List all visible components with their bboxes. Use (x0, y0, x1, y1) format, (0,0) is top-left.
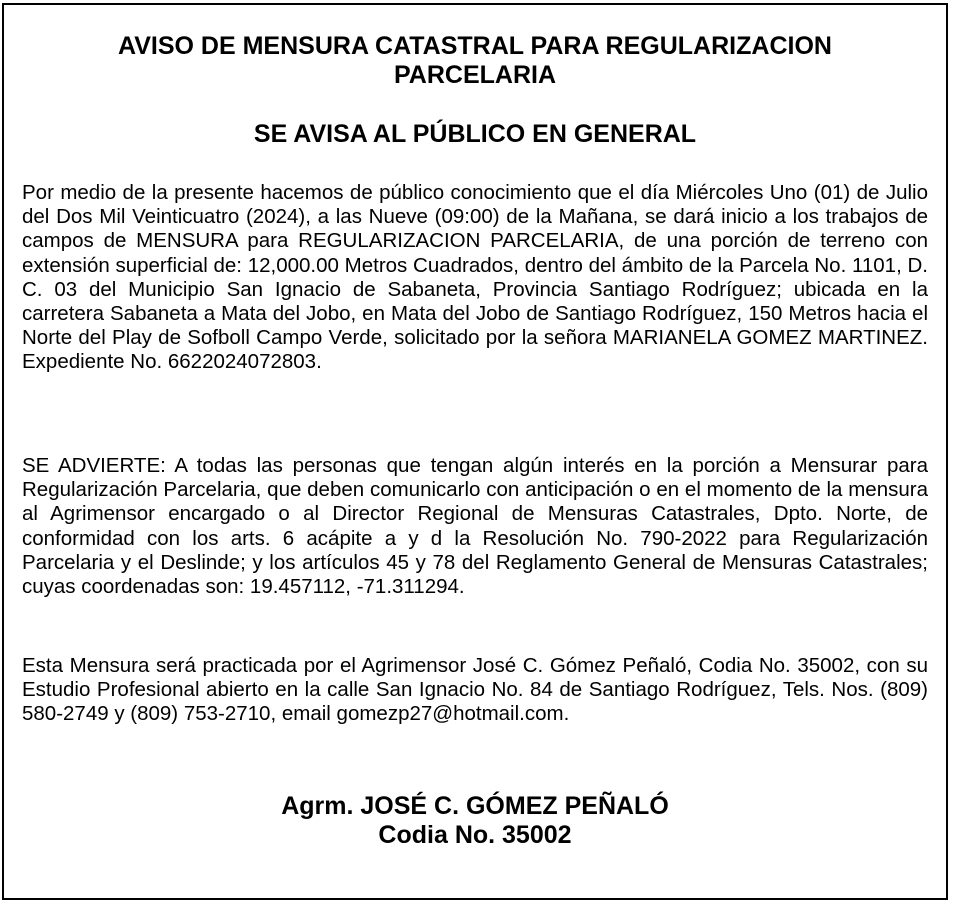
paragraph-surveyor-info: Esta Mensura será practicada por el Agrimensor José C. Gómez Peñaló, Codia No. 35002, con su Estudio Profesional abierto en la calle San Ignacio No. 84 de Santiago Rodríguez, Tels. Nos. (809) 580-2749 y (809) 753-2710, email gomezp27@hotmail.com. (22, 654, 928, 726)
title-line-2: PARCELARIA (393, 61, 557, 89)
paragraph-announcement: Por medio de la presente hacemos de público conocimiento que el día Miércoles Uno (01) de Julio del Dos Mil Veinticuatro (2024), a las Nueve (09:00) de la Mañana, se dará inicio a los trabajos de campos de MENSURA para REGULARIZACION PARCELARIA, de una porción de terreno con extensión superficial de: 12,000.00 Metros Cuadrados, dentro del ámbito de la Parcela No. 1101, D. C. 03 del Municipio San Ignacio de Sabaneta, Provincia Santiago Rodríguez; ubicada en la carretera Sabaneta a Mata del Jobo, en Mata del Jobo de Santiago Rodríguez, 150 Metros hacia el Norte del Play de Sofboll Campo Verde, solicitado por la señora MARIANELA GOMEZ MARTINEZ. Expediente No. 6622024072803. (22, 181, 928, 374)
notice-frame (2, 3, 948, 900)
signature-name: Agrm. JOSÉ C. GÓMEZ PEÑALÓ (281, 792, 669, 820)
notice-subtitle: SE AVISA AL PÚBLICO EN GENERAL (253, 120, 697, 148)
title-line-1: AVISO DE MENSURA CATASTRAL PARA REGULARIZACION (118, 32, 832, 60)
signature-block (4, 792, 946, 850)
paragraph-warning: SE ADVIERTE: A todas las personas que tengan algún interés en la porción a Mensurar para Regularización Parcelaria, que deben comunicarlo con anticipación o en el momento de la mensura al Agrimensor encargado o al Director Regional de Mensuras Catastrales, Dpto. Norte, de conformidad con los arts. 6 acápite a y d la Resolución No. 790-2022 para Regularización Parcelaria y el Deslinde; y los artículos 45 y 78 del Reglamento General de Mensuras Catastrales; cuyas coordenadas son: 19.457112, -71.311294. (22, 454, 928, 599)
notice-title (4, 32, 946, 90)
signature-codia: Codia No. 35002 (378, 821, 572, 849)
